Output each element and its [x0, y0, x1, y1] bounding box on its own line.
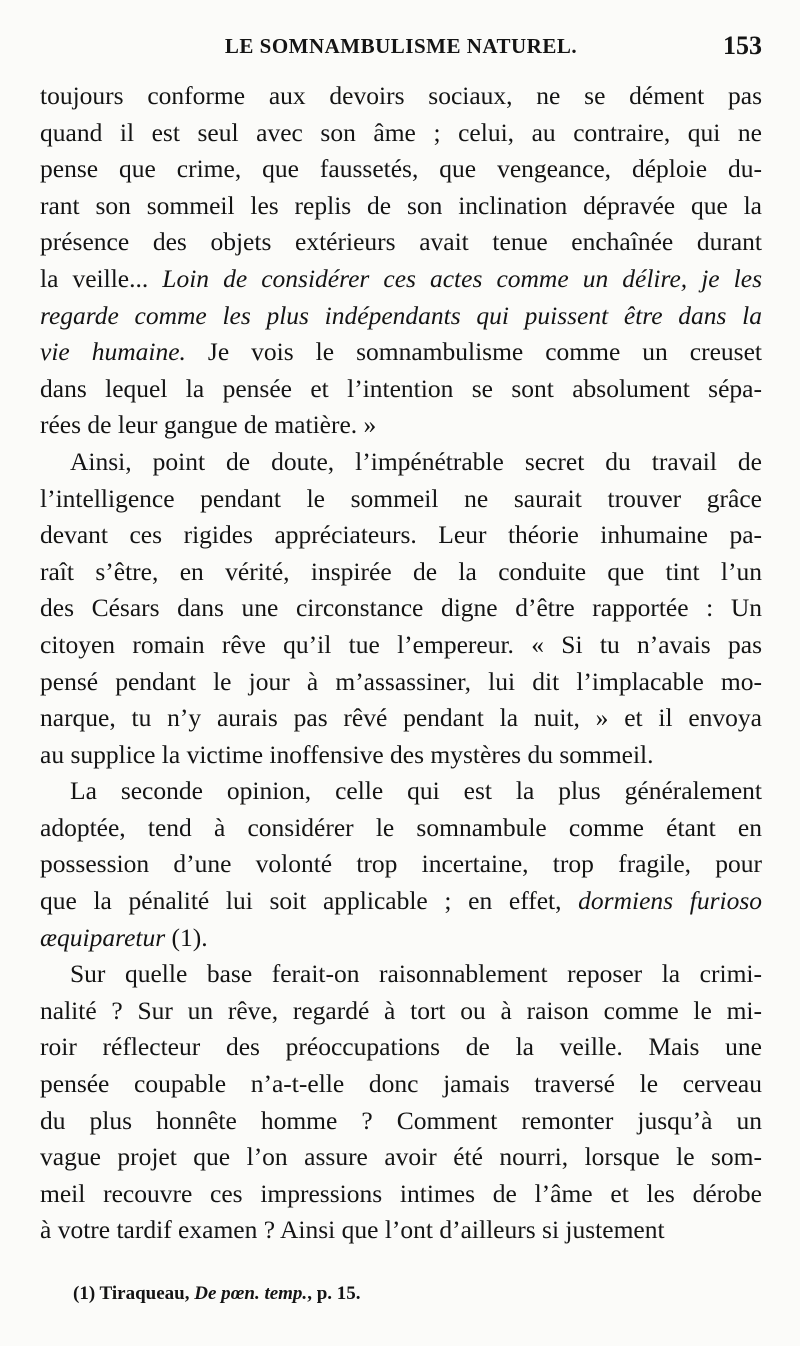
text-segment: des Césars dans une circonstance digne d’être rapportée : Un: [40, 593, 762, 623]
text-segment: (1).: [165, 922, 208, 952]
text-segment: (1) Tiraqueau,: [73, 1283, 195, 1304]
text-line: [40, 664, 762, 701]
text-segment: possession d’une volonté trop incertaine, trop fragile, pour: [40, 849, 762, 879]
text-line: [40, 371, 762, 408]
running-title: LE SOMNAMBULISME NATUREL.: [224, 34, 578, 58]
text-line: [40, 590, 762, 627]
text-line: [40, 188, 762, 225]
text-segment: quand il est seul avec son âme ; celui, au contraire, qui ne: [40, 117, 762, 147]
text-segment: rant son sommeil les replis de son inclination dépravée que la: [40, 190, 762, 220]
footnote: [73, 1283, 763, 1305]
text-line: [40, 444, 762, 481]
text-line: [40, 78, 762, 115]
text-line: [40, 224, 762, 261]
text-segment: à votre tardif examen ? Ainsi que l’ont d’ailleurs si justement: [40, 1215, 665, 1245]
text-segment: adoptée, tend à considérer le somnambule comme étant en: [40, 812, 762, 842]
text-segment: narque, tu n’y aurais pas rêvé pendant la nuit, » et il envoya: [40, 703, 762, 733]
text-segment: Ainsi, point de doute, l’impénétrable secret du travail de: [70, 446, 762, 476]
text-line: [40, 1066, 762, 1103]
text-segment: meil recouvre ces impressions intimes de l’âme et les dérobe: [40, 1178, 762, 1208]
italic-segment: regarde comme les plus indépendants qui puissent être dans la: [40, 300, 762, 330]
text-segment: Je vois le somnambulisme comme un creuset: [185, 337, 762, 367]
italic-segment: dormiens furioso: [578, 886, 762, 916]
text-segment: La seconde opinion, celle qui est la plus généralement: [70, 776, 762, 806]
text-line: [40, 993, 762, 1030]
text-line: [40, 883, 762, 920]
text-segment: pensé pendant le jour à m’assassiner, lui dit l’implacable mo-: [40, 666, 762, 696]
text-line: [40, 627, 762, 664]
text-line: [40, 151, 762, 188]
text-line: [40, 554, 762, 591]
text-line: [40, 737, 762, 774]
text-line: [40, 1139, 762, 1176]
text-line: [40, 1029, 762, 1066]
italic-segment: De pœn. temp.: [194, 1283, 308, 1304]
text-segment: l’intelligence pendant le sommeil ne saurait trouver grâce: [40, 483, 762, 513]
text-line: [40, 481, 762, 518]
text-segment: la veille...: [40, 263, 163, 293]
text-line: [40, 700, 762, 737]
text-segment: roir réflecteur des préoccupations de la veille. Mais une: [40, 1032, 762, 1062]
text-line: [40, 1212, 762, 1249]
text-line: [40, 920, 762, 957]
page-header: [40, 31, 762, 66]
text-segment: raît s’être, en vérité, inspirée de la conduite que tint l’un: [40, 556, 762, 586]
italic-segment: vie humaine.: [40, 337, 186, 367]
text-segment: au supplice la victime inoffensive des mystères du sommeil.: [40, 739, 654, 769]
text-line: [40, 334, 762, 371]
text-line: [40, 298, 762, 335]
text-segment: pense que crime, que faussetés, que vengeance, déploie du-: [40, 154, 762, 184]
italic-segment: Loin de considérer ces actes comme un délire, je les: [162, 263, 762, 293]
text-line: [40, 517, 762, 554]
text-segment: toujours conforme aux devoirs sociaux, ne se dément pas: [40, 81, 762, 110]
italic-segment: æquiparetur: [40, 922, 166, 952]
text-line: [40, 115, 762, 152]
text-line: [40, 1103, 762, 1140]
text-segment: Sur quelle base ferait-on raisonnablement reposer la crimi-: [70, 959, 762, 989]
text-segment: du plus honnête homme ? Comment remonter jusqu’à un: [40, 1105, 762, 1135]
text-segment: devant ces rigides appréciateurs. Leur théorie inhumaine pa-: [40, 520, 762, 550]
text-segment: citoyen romain rêve qu’il tue l’empereur. « Si tu n’avais pas: [40, 629, 762, 659]
text-segment: nalité ? Sur un rêve, regardé à tort ou à raison comme le mi-: [40, 995, 762, 1025]
text-segment: que la pénalité lui soit applicable ; en effet,: [40, 886, 579, 916]
text-segment: présence des objets extérieurs avait tenue enchaînée durant: [40, 227, 762, 257]
text-line: [40, 1176, 762, 1213]
text-line: [40, 261, 762, 298]
text-line: [40, 956, 762, 993]
body-text: [40, 78, 762, 1249]
text-line: [40, 810, 762, 847]
text-line: [40, 773, 762, 810]
text-line: [40, 846, 762, 883]
text-segment: , p. 15.: [307, 1283, 361, 1304]
text-segment: vague projet que l’on assure avoir été nourri, lorsque le som-: [40, 1142, 762, 1172]
page-number: 153: [723, 31, 762, 60]
text-segment: pensée coupable n’a-t-elle donc jamais traversé le cerveau: [40, 1069, 762, 1099]
text-segment: dans lequel la pensée et l’intention se sont absolument sépa-: [40, 373, 762, 403]
text-segment: rées de leur gangue de matière. »: [40, 410, 377, 440]
text-line: [40, 407, 762, 444]
